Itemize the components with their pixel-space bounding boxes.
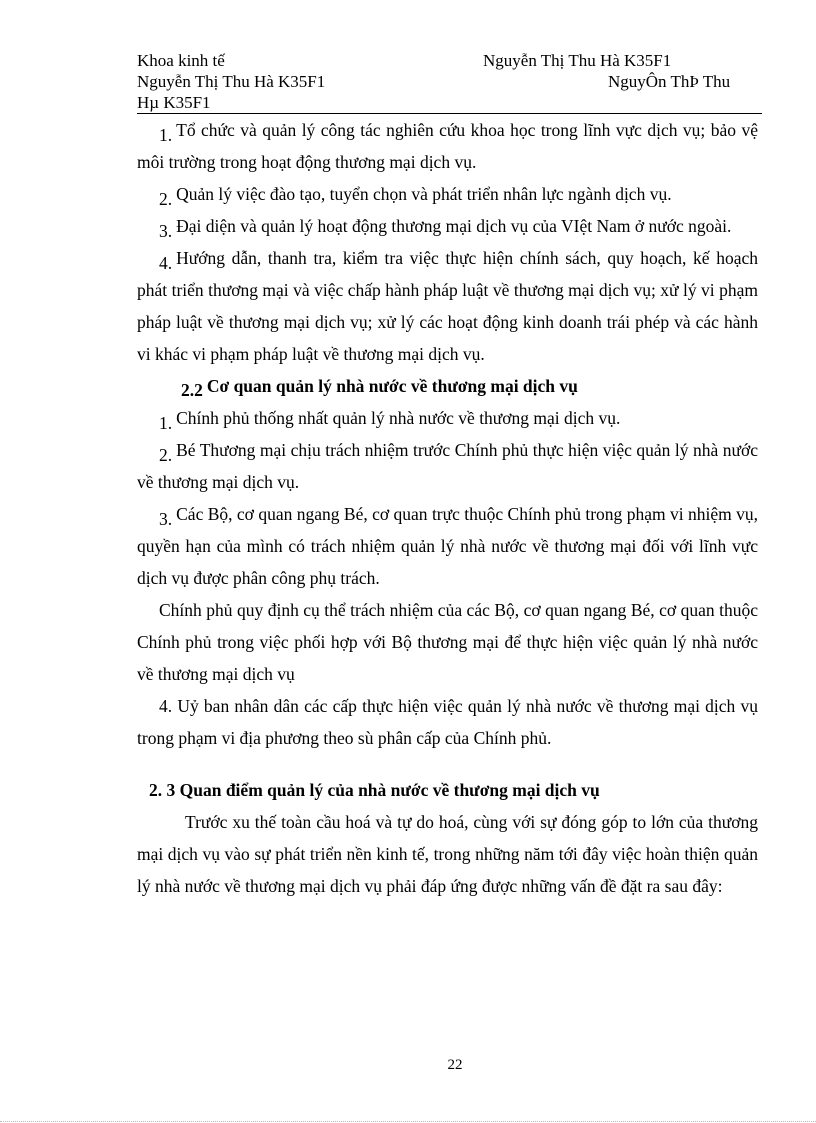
paragraph: Trước xu thế toàn cầu hoá và tự do hoá, cùng với sự đóng góp to lớn của thương mại dịch vụ vào sự phát triển nền kinh tế, trong những năm tới đây việc hoàn thiện quản lý nhà nước về thương mại dịch vụ phải đáp ứng được những vấn đề đặt ra sau đây: (137, 812, 758, 896)
list-item (137, 498, 758, 594)
list-item-text: Quản lý việc đào tạo, tuyển chọn và phát triển nhân lực ngành dịch vụ. (176, 184, 672, 204)
document-body (137, 114, 758, 902)
list-item-text: Đại diện và quản lý hoạt động thương mại dịch vụ của VIệt Nam ở nước ngoài. (176, 216, 732, 236)
list-item-number: 3. (159, 509, 173, 529)
list-item-number: 3. (159, 221, 173, 241)
list-item-number: 2. (159, 189, 173, 209)
list-item-text: Chính phủ thống nhất quản lý nhà nước về thương mại dịch vụ. (176, 408, 621, 428)
list-item (137, 210, 758, 242)
list-item-number: 2. (159, 445, 173, 465)
list-item (137, 114, 758, 178)
page-number: 22 (447, 1057, 463, 1073)
header-left-line3: Hµ K35F1 (137, 93, 211, 112)
list-item (137, 242, 758, 370)
section-title: Cơ quan quản lý nhà nước về thương mại dịch vụ (206, 376, 578, 396)
list-item (137, 178, 758, 210)
list-item-text: Bé Thương mại chịu trách nhiệm trước Chính phủ thực hiện việc quản lý nhà nước về thương mại dịch vụ. (137, 440, 758, 492)
list-item-text: Các Bộ, cơ quan ngang Bé, cơ quan trực thuộc Chính phủ trong phạm vi nhiệm vụ, quyền hạn của mình có trách nhiệm quản lý nhà nước về thương mại đối với lĩnh vực dịch vụ được phân công phụ trách. (137, 504, 758, 588)
list-item-text: Tổ chức và quản lý công tác nghiên cứu khoa học trong lĩnh vực dịch vụ; bảo vệ môi trường trong hoạt động thương mại dịch vụ. (137, 120, 758, 172)
section-heading-2-2 (137, 370, 758, 402)
paragraph: 4. Uỷ ban nhân dân các cấp thực hiện việc quản lý nhà nước về thương mại dịch vụ trong phạm vi địa phương theo sù phân cấp của Chính phủ. (137, 696, 758, 748)
header-left-line2: Nguyễn Thị Thu Hà K35F1 (137, 72, 326, 91)
header-right-line2: NguyÔn ThÞ Thu (608, 72, 731, 91)
header-right-line1: Nguyễn Thị Thu Hà K35F1 (483, 51, 672, 70)
list-item-number: 1. (159, 413, 173, 433)
section-number: 2.2 (181, 380, 203, 400)
paragraph: Chính phủ quy định cụ thể trách nhiệm của các Bộ, cơ quan ngang Bé, cơ quan thuộc Chính phủ trong việc phối hợp với Bộ thương mại để thực hiện việc quản lý nhà nước về thương mại dịch vụ (137, 600, 758, 684)
list-item (137, 402, 758, 434)
list-item-number: 1. (159, 125, 173, 145)
header-left-line1: Khoa kinh tế (137, 51, 225, 70)
page-bottom-edge (0, 1121, 816, 1122)
section-heading-2-3: 2. 3 Quan điểm quản lý của nhà nước về thương mại dịch vụ (149, 780, 600, 800)
list-item (137, 434, 758, 498)
list-item-text: Hướng dẫn, thanh tra, kiểm tra việc thực hiện chính sách, quy hoạch, kế hoạch phát triển thương mại và việc chấp hành pháp luật về thương mại dịch vụ; xử lý vi phạm pháp luật về thương mại dịch vụ; xử lý các hoạt động kinh doanh trái phép và các hành vi khác vi phạm pháp luật về thương mại dịch vụ. (137, 248, 758, 364)
list-item-number: 4. (159, 253, 173, 273)
